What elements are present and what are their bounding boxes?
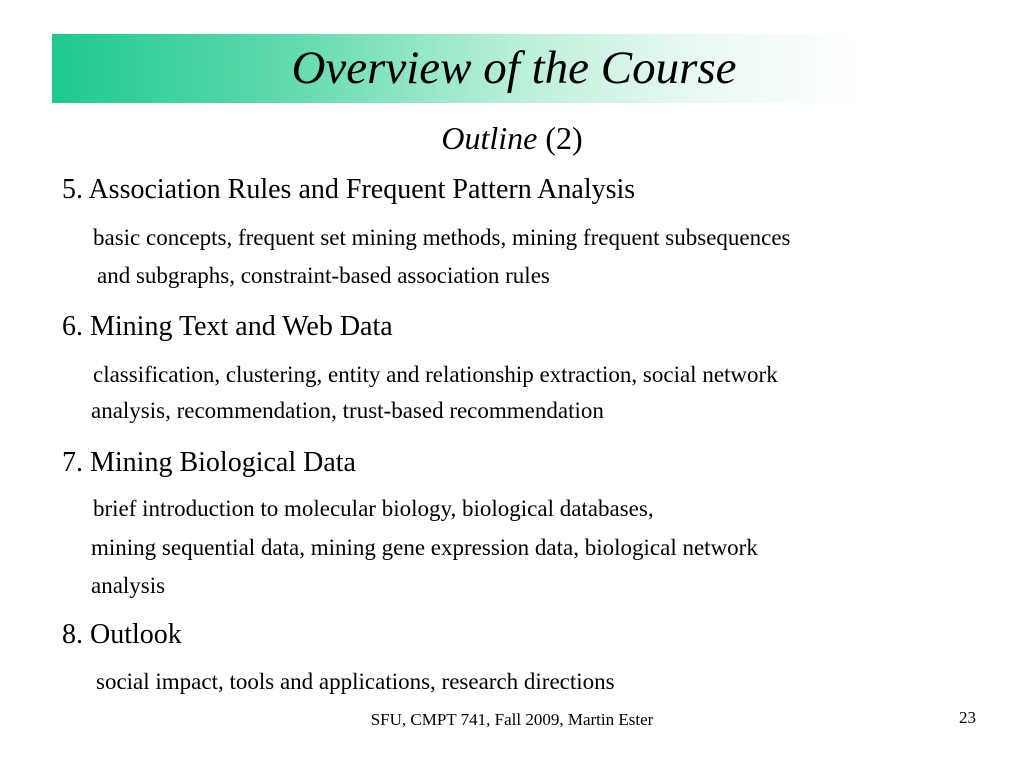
slide-footer: SFU, CMPT 741, Fall 2009, Martin Ester: [370, 710, 654, 729]
section-heading-outlook: 8. Outlook: [62, 619, 182, 650]
page-number: 23: [959, 708, 976, 727]
slide-subtitle: [0, 116, 1024, 160]
section-heading-association-rules: 5. Association Rules and Frequent Pattern Analysis: [62, 174, 636, 205]
section-detail-line: mining sequential data, mining gene expression data, biological network: [91, 535, 758, 560]
section-detail-line: basic concepts, frequent set mining methods, mining frequent subsequences: [93, 225, 791, 250]
slide-title: Overview of the Course: [291, 42, 737, 94]
section-heading-biological-data: 7. Mining Biological Data: [62, 447, 356, 478]
section-detail-line: social impact, tools and applications, research directions: [96, 669, 615, 694]
section-detail-line: and subgraphs, constraint-based association rules: [97, 263, 550, 288]
section-heading-text-web-mining: 6. Mining Text and Web Data: [62, 311, 393, 342]
section-detail-line: classification, clustering, entity and relationship extraction, social network: [93, 362, 778, 387]
subtitle-part-number: (2): [537, 120, 583, 156]
section-detail-line: brief introduction to molecular biology, biological databases,: [93, 496, 654, 521]
section-detail-line: analysis: [91, 573, 166, 598]
section-detail-line: analysis, recommendation, trust-based recommendation: [91, 398, 604, 423]
subtitle-outline: Outline: [441, 120, 538, 156]
